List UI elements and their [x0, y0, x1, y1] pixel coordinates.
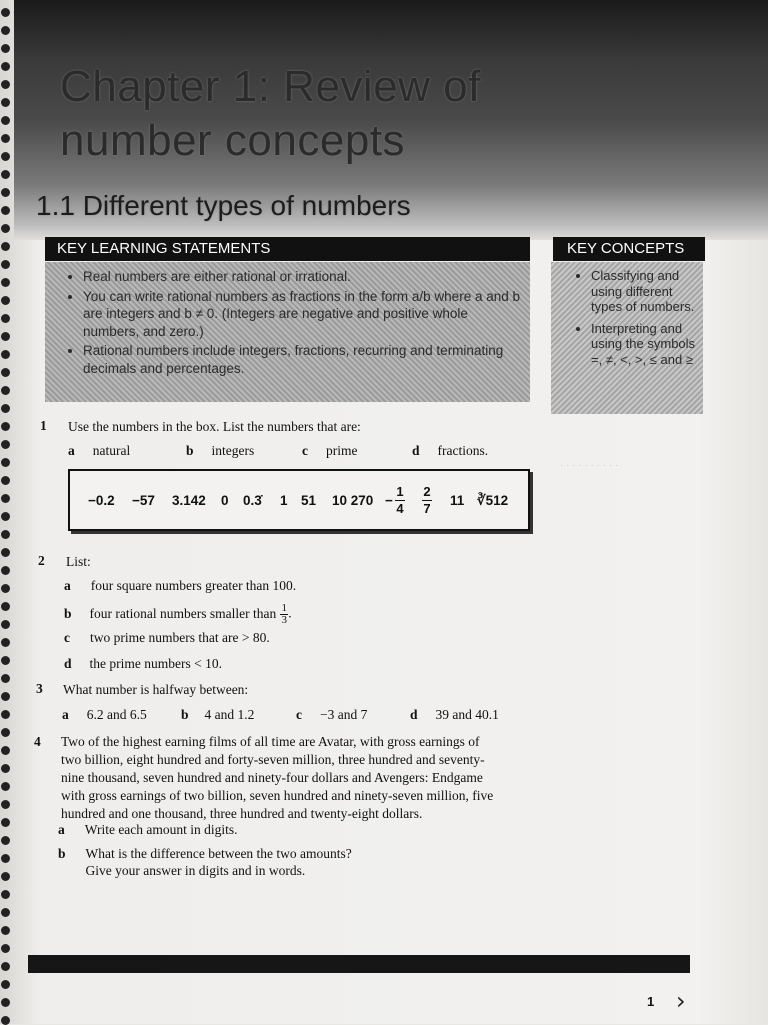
q3-part-b: [181, 707, 254, 723]
binding-ring: [1, 26, 10, 35]
binding-ring: [1, 746, 10, 755]
part-label: b: [58, 846, 66, 861]
binding-ring: [1, 170, 10, 179]
binding-ring: [1, 404, 10, 413]
binding-ring: [1, 332, 10, 341]
q3-part-d: [410, 707, 499, 723]
box-number-cube-root: ∛512: [477, 493, 509, 508]
key-concepts-header: KEY CONCEPTS: [553, 237, 705, 261]
bleed-through-text: · · · · · · · · · ·: [560, 460, 619, 471]
binding-ring: [1, 440, 10, 449]
part-text: four rational numbers smaller than: [89, 605, 277, 621]
binding-ring: [1, 944, 10, 953]
binding-ring: [1, 152, 10, 161]
binding-ring: [1, 134, 10, 143]
chapter-title: Chapter 1: Review of number concepts: [60, 62, 481, 165]
binding-ring: [1, 188, 10, 197]
binding-ring: [1, 764, 10, 773]
binding-ring: [1, 512, 10, 521]
question-line: hundred and one thousand, three hundred and twenty-eight dollars.: [61, 806, 423, 821]
part-label: c: [296, 707, 302, 722]
fraction-sign: −: [385, 493, 393, 508]
binding-ring: [1, 908, 10, 917]
binding-ring: [1, 386, 10, 395]
spiral-binding: [0, 0, 14, 1024]
part-label: a: [64, 578, 71, 593]
binding-ring: [1, 494, 10, 503]
binding-ring: [1, 422, 10, 431]
q1-part-c: [302, 443, 358, 459]
part-label: a: [58, 822, 65, 837]
part-label: b: [64, 605, 72, 621]
question-number: 4: [34, 734, 41, 749]
binding-ring: [1, 782, 10, 791]
binding-ring: [1, 242, 10, 251]
number-box: [68, 469, 530, 531]
q1-part-a: [68, 443, 130, 459]
binding-ring: [1, 458, 10, 467]
fraction-two-sevenths: [422, 485, 432, 516]
binding-ring: [1, 44, 10, 53]
part-label: a: [62, 707, 69, 722]
binding-ring: [1, 836, 10, 845]
footer-bar: [28, 955, 690, 973]
q2-part-c: [64, 630, 270, 646]
binding-ring: [1, 314, 10, 323]
binding-ring: [1, 62, 10, 71]
part-text-end: .: [288, 605, 292, 621]
question-number: 1: [40, 418, 47, 433]
binding-ring: [1, 674, 10, 683]
binding-ring: [1, 476, 10, 485]
binding-ring: [1, 656, 10, 665]
question-text-block: [61, 733, 511, 823]
part-label: d: [410, 707, 418, 722]
part-text: Give your answer in digits and in words.: [85, 863, 306, 878]
part-label: b: [181, 707, 189, 722]
binding-ring: [1, 566, 10, 575]
binding-ring: [1, 602, 10, 611]
key-concepts-box: [551, 262, 703, 414]
part-text: natural: [92, 443, 131, 458]
binding-ring: [1, 926, 10, 935]
key-concept-item: • Classifying and using different types of numbers.: [591, 268, 697, 315]
q4-part-a: [58, 822, 238, 838]
part-text: two prime numbers that are > 80.: [90, 630, 270, 645]
binding-ring: [1, 800, 10, 809]
part-text: 4 and 1.2: [204, 707, 255, 722]
fraction-numerator: 1: [281, 602, 287, 614]
q1-part-d: [412, 443, 488, 459]
binding-ring: [1, 260, 10, 269]
binding-ring: [1, 728, 10, 737]
binding-ring: [1, 692, 10, 701]
binding-ring: [1, 350, 10, 359]
part-label: a: [68, 443, 75, 458]
fraction-denominator: 4: [396, 501, 404, 516]
fraction-denominator: 7: [423, 501, 431, 516]
binding-ring: [1, 8, 10, 17]
binding-ring: [1, 620, 10, 629]
question-line: nine thousand, seven hundred and ninety-four dollars and Avengers: Endgame: [61, 770, 483, 785]
fraction-numerator: 1: [396, 484, 404, 499]
binding-ring: [1, 548, 10, 557]
fraction-denominator: 3: [281, 614, 287, 626]
question-number: 3: [36, 681, 43, 696]
box-number: −57: [132, 493, 155, 508]
part-text: 39 and 40.1: [435, 707, 499, 722]
section-title: 1.1 Different types of numbers: [36, 190, 411, 221]
q3-part-a: [62, 707, 147, 723]
part-text: −3 and 7: [320, 707, 368, 722]
binding-ring: [1, 998, 10, 1007]
binding-ring: [1, 116, 10, 125]
q1-part-b: [186, 443, 254, 459]
key-learning-item: • Rational numbers include integers, fractions, recurring and terminating decimals and percentages.: [83, 342, 520, 377]
q2-part-d: [64, 656, 222, 672]
part-text: What is the difference between the two amounts?: [85, 846, 352, 861]
chevron-right-icon[interactable]: ›: [676, 987, 686, 1015]
binding-ring: [1, 962, 10, 971]
part-text: the prime numbers < 10.: [89, 656, 222, 671]
binding-ring: [1, 710, 10, 719]
box-number: 0.3̇: [243, 493, 262, 508]
box-number: 51: [301, 493, 317, 508]
binding-ring: [1, 980, 10, 989]
question-text: Use the numbers in the box. List the numbers that are:: [68, 419, 361, 434]
q2-part-a: [64, 578, 296, 594]
box-number: 1: [280, 493, 288, 508]
binding-ring: [1, 584, 10, 593]
key-learning-item: • You can write rational numbers as fractions in the form a/b where a and b are integers and b ≠ 0. (Integers are negative and positive whole numbers, and zero.): [83, 288, 520, 341]
part-label: b: [186, 443, 194, 458]
binding-ring: [1, 278, 10, 287]
part-text: 6.2 and 6.5: [86, 707, 147, 722]
part-text-block: [86, 845, 352, 879]
question-number: 2: [38, 553, 45, 568]
key-learning-item: • Real numbers are either rational or irrational.: [83, 268, 520, 286]
part-label: d: [64, 656, 72, 671]
question-line: with gross earnings of two billion, seven hundred and ninety-seven million, five: [61, 788, 494, 803]
binding-ring: [1, 818, 10, 827]
fraction-one-quarter: [395, 485, 405, 516]
binding-ring: [1, 854, 10, 863]
part-text: four square numbers greater than 100.: [90, 578, 297, 593]
binding-ring: [1, 206, 10, 215]
part-label: c: [302, 443, 308, 458]
binding-ring: [1, 296, 10, 305]
q2-part-b: [64, 603, 292, 626]
key-concept-item: • Interpreting and using the symbols =, ≠, <, >, ≤ and ≥: [591, 321, 697, 368]
box-number: 0: [221, 493, 229, 508]
key-learning-header: KEY LEARNING STATEMENTS: [45, 237, 530, 261]
part-text: prime: [326, 443, 358, 458]
part-text: integers: [211, 443, 255, 458]
question-line: Two of the highest earning films of all time are Avatar, with gross earnings of: [61, 734, 480, 749]
box-number: 10 270: [332, 493, 374, 508]
box-number: 3.142: [172, 493, 206, 508]
box-number: −0.2: [88, 493, 115, 508]
binding-ring: [1, 638, 10, 647]
box-number: 11: [450, 493, 465, 508]
binding-ring: [1, 98, 10, 107]
binding-ring: [1, 530, 10, 539]
binding-ring: [1, 80, 10, 89]
question-text: What number is halfway between:: [63, 682, 249, 697]
q4-part-b: [58, 845, 352, 879]
part-text: fractions.: [437, 443, 489, 458]
question-text: List:: [66, 554, 91, 569]
question-line: two billion, eight hundred and forty-seven million, three hundred and seventy-: [61, 752, 485, 767]
page-number: 1: [647, 994, 655, 1009]
part-text: Write each amount in digits.: [84, 822, 238, 837]
binding-ring: [1, 224, 10, 233]
q3-part-c: [296, 707, 367, 723]
fraction-numerator: 2: [423, 484, 431, 499]
binding-ring: [1, 890, 10, 899]
key-learning-box: [45, 262, 530, 402]
part-label: c: [64, 630, 70, 645]
binding-ring: [1, 872, 10, 881]
binding-ring: [1, 368, 10, 377]
part-label: d: [412, 443, 420, 458]
